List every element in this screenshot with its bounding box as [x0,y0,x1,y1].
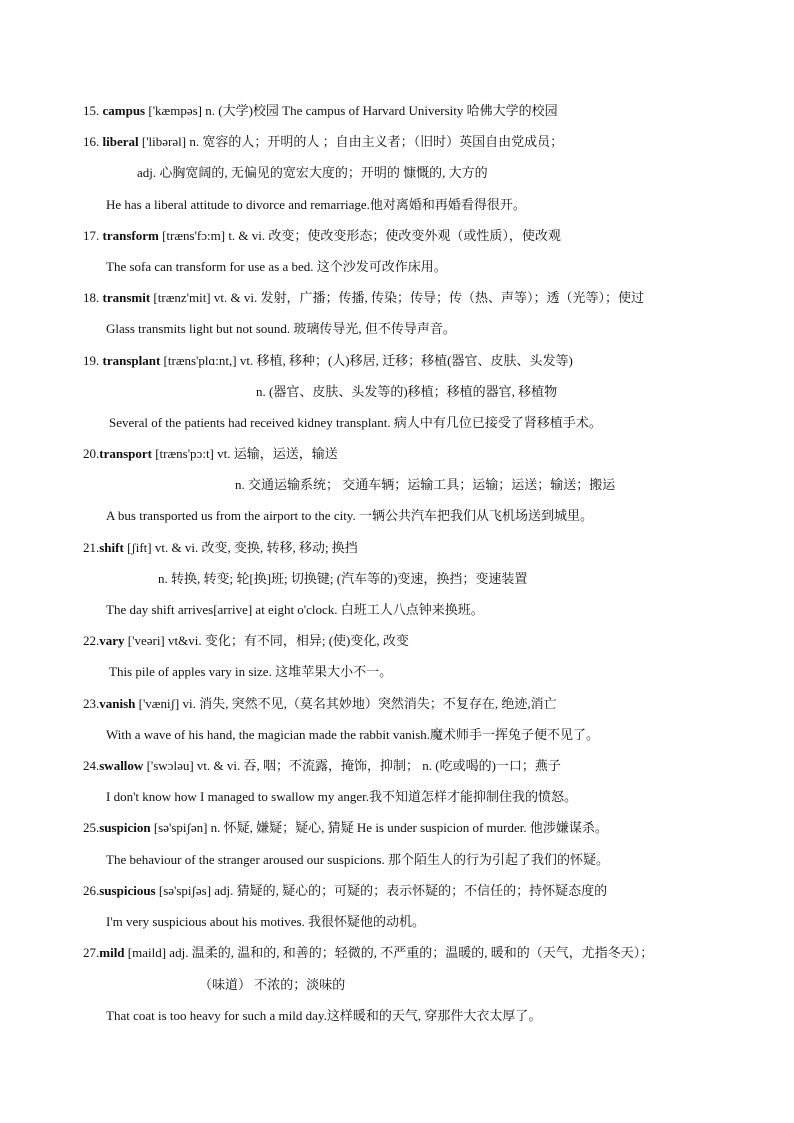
entry-line: 23.vanish ['væniʃ] vi. 消失, 突然不见,（莫名其妙地）突然消失；不复存在, 绝迹,消亡 [83,696,557,711]
headword: transmit [102,290,151,305]
example-sentence: That coat is too heavy for such a mild day.这样暖和的天气, 穿那件大衣太厚了。 [106,1008,542,1023]
entry-line: 24.swallow ['swɔləu] vt. & vi. 吞, 咽；不流露，掩饰，抑制； n. (吃或喝的)一口；燕子 [83,758,561,773]
entry-line: 15. campus ['kæmpəs] n. (大学)校园 The campus of Harvard University 哈佛大学的校园 [83,103,558,118]
example-sentence: A bus transported us from the airport to the city. 一辆公共汽车把我们从飞机场送到城里。 [106,508,593,523]
entry-line: 18. transmit [trænz'mit] vt. & vi. 发射，广播；传播, 传染；传导；传（热、声等）；透（光等）；使过 [83,290,644,305]
example-sentence: The sofa can transform for use as a bed. 这个沙发可改作床用。 [106,259,447,274]
headword: vanish [99,696,136,711]
example-sentence: The day shift arrives[arrive] at eight o'clock. 白班工人八点钟来换班。 [106,602,484,617]
example-sentence: He has a liberal attitude to divorce and remarriage.他对离婚和再婚看得很开。 [106,197,526,212]
headword: mild [99,945,125,960]
entry-line: 19. transplant [træns'plɑ:nt,] vt. 移植, 移种；(人)移居, 迁移；移植(器官、皮肤、头发等) [83,353,573,368]
headword: suspicious [99,883,156,898]
headword: liberal [102,134,139,149]
definition-line: n. (器官、皮肤、头发等的)移植；移植的器官, 移植物 [256,384,558,399]
definition-line: n. 交通运输系统； 交通车辆；运输工具；运输；运送；输送；搬运 [235,477,616,492]
entry-line: 27.mild [maild] adj. 温柔的, 温和的, 和善的；轻微的, 不严重的；温暖的, 暖和的（天气，尤指冬天）； [83,945,654,960]
headword: shift [99,540,124,555]
entry-line: 25.suspicion [sə'spiʃən] n. 怀疑, 嫌疑；疑心, 猜疑 He is under suspicion of murder. 他涉嫌谋杀。 [83,820,608,835]
entry-line: 26.suspicious [sə'spiʃəs] adj. 猜疑的, 疑心的；可疑的；表示怀疑的；不信任的；持怀疑态度的 [83,883,608,898]
entry-line: 21.shift [ʃift] vt. & vi. 改变, 变换, 转移, 移动; 换挡 [83,540,358,555]
headword: vary [99,633,125,648]
entry-line: 22.vary ['veəri] vt&vi. 变化；有不同，相异; (使)变化, 改变 [83,633,409,648]
example-sentence: I don't know how I managed to swallow my anger.我不知道怎样才能抑制住我的愤怒。 [106,789,578,804]
headword: swallow [99,758,144,773]
headword: transport [99,446,152,461]
example-sentence: Several of the patients had received kidney transplant. 病人中有几位已接受了肾移植手术。 [109,415,602,430]
headword: campus [102,103,146,118]
definition-line: adj. 心胸宽阔的, 无偏见的宽宏大度的；开明的 慷慨的, 大方的 [137,165,488,180]
headword: transform [102,228,159,243]
example-sentence: This pile of apples vary in size. 这堆苹果大小不一。 [109,664,393,679]
definition-line: （味道） 不浓的；淡味的 [199,977,346,992]
entry-line: 16. liberal ['libərəl] n. 宽容的人；开明的人 ；自由主义者；（旧时）英国自由党成员； [83,134,564,149]
entry-line: 17. transform [træns'fɔ:m] t. & vi. 改变；使改变形态；使改变外观（或性质），使改观 [83,228,561,243]
headword: transplant [102,353,161,368]
example-sentence: The behaviour of the stranger aroused our suspicions. 那个陌生人的行为引起了我们的怀疑。 [106,852,609,867]
example-sentence: I'm very suspicious about his motives. 我很怀疑他的动机。 [106,914,426,929]
entry-line: 20.transport [træns'pɔ:t] vt. 运输，运送，输送 [83,446,338,461]
example-sentence: Glass transmits light but not sound. 玻璃传导光, 但不传导声音。 [106,321,456,336]
definition-line: n. 转换, 转变; 轮[换]班; 切换键; (汽车等的)变速，换挡；变速装置 [158,571,528,586]
example-sentence: With a wave of his hand, the magician made the rabbit vanish.魔术师手一挥兔子便不见了。 [106,727,600,742]
headword: suspicion [99,820,151,835]
